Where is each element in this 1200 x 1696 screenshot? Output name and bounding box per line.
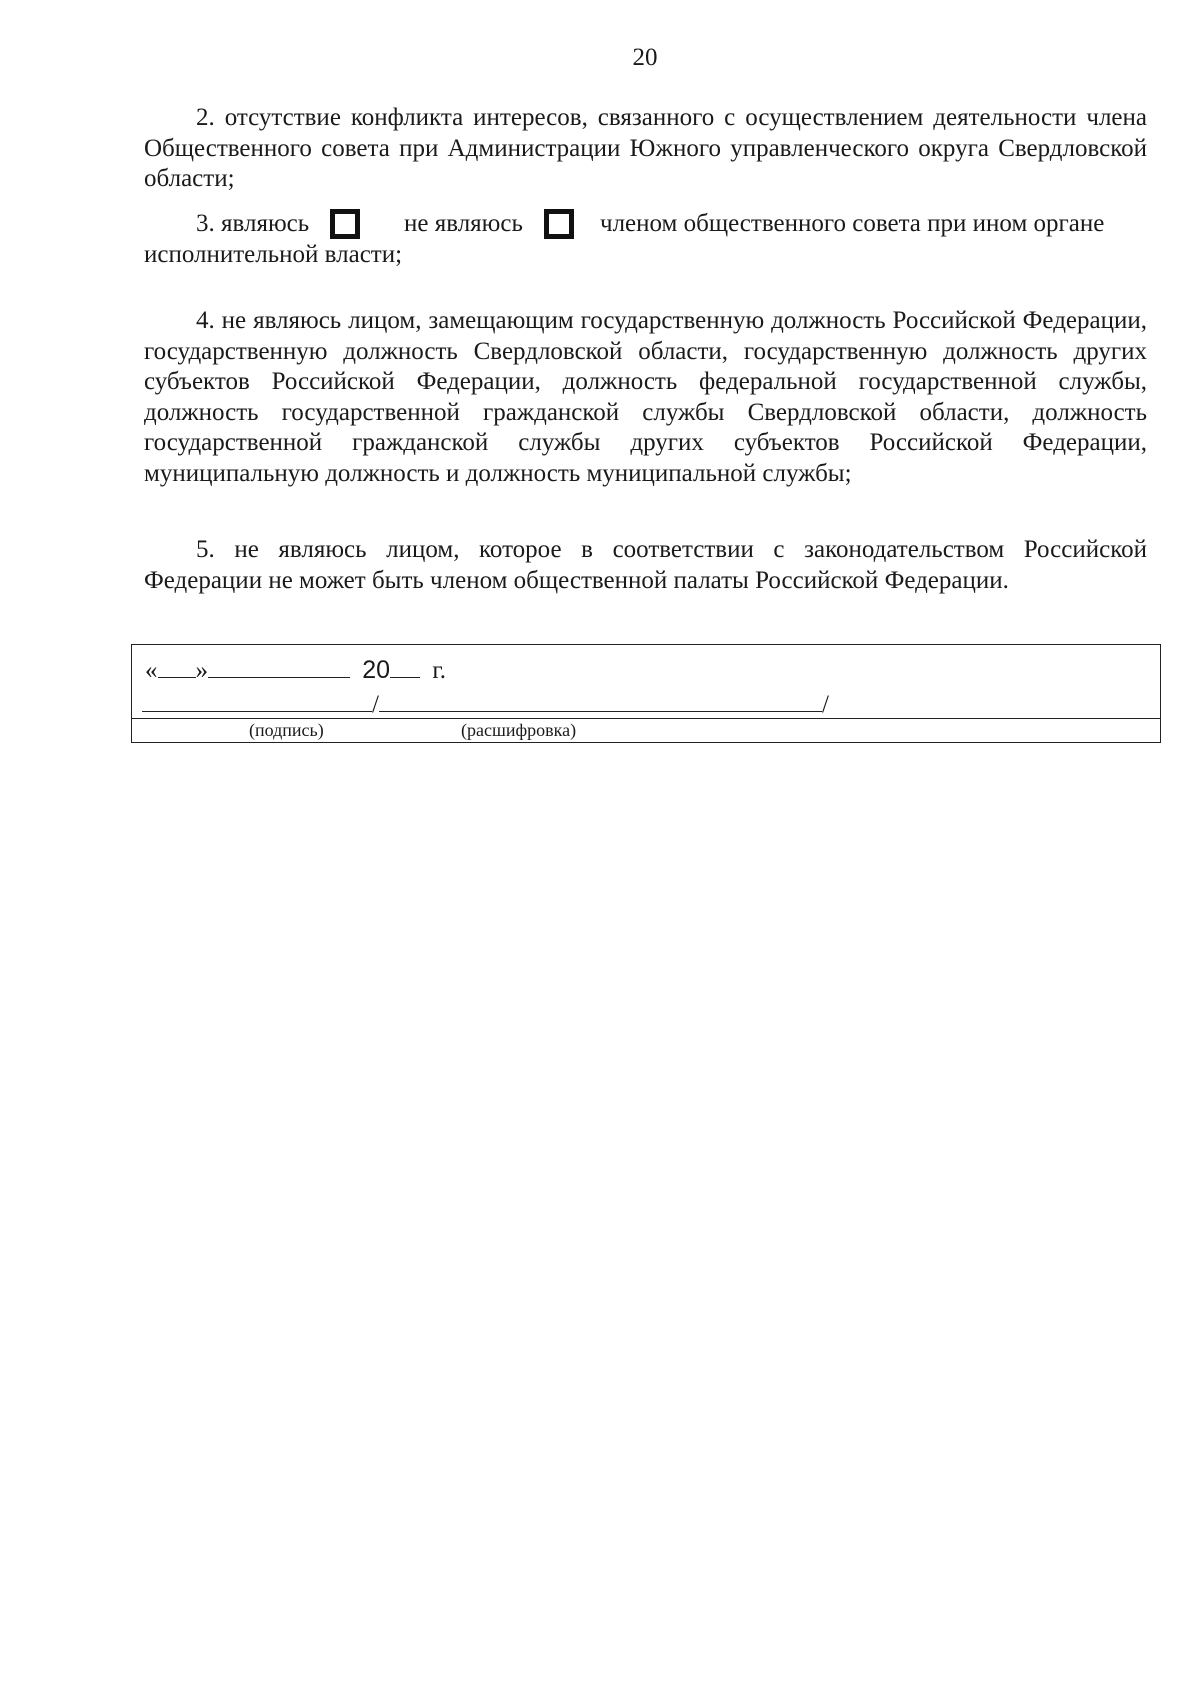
clause-3-tail: членом общественного совета при ином органе bbox=[600, 210, 1105, 237]
decoding-field[interactable] bbox=[379, 685, 822, 712]
option-am-checkbox[interactable] bbox=[330, 209, 360, 239]
year-suffix: г. bbox=[432, 657, 446, 684]
signature-field[interactable] bbox=[142, 685, 372, 712]
clause-5: 5. не являюсь лицом, которое в соответствии с законодательством Российской Федерации не может быть членом общественной палаты Российской Федерации. bbox=[144, 536, 1147, 594]
year-prefix: 20 bbox=[362, 656, 391, 684]
signature-slash-left: / bbox=[372, 691, 379, 718]
clause-2: 2. отсутствие конфликта интересов, связанного с осуществлением деятельности члена Общественного совета при Администрации Южного управленческого округа Свердловской области; bbox=[144, 104, 1147, 192]
option-am-not-checkbox[interactable] bbox=[544, 209, 574, 239]
clause-3-continuation: исполнительной власти; bbox=[144, 241, 403, 268]
clause-4: 4. не являюсь лицом, замещающим государственную должность Российской Федерации, государственную должность Свердловской области, государственную должность других субъектов Российской Федерации, должность федеральной государственной службы, должность государственной гражданской службы Свердловской области, должность государственной гражданской службы других субъектов Российской Федерации, муниципальную должность и должность муниципальной службы; bbox=[144, 307, 1147, 487]
day-field[interactable] bbox=[158, 655, 196, 678]
date-line bbox=[145, 655, 446, 685]
option-am-not-label: не являюсь bbox=[404, 210, 523, 237]
year-field[interactable] bbox=[390, 655, 420, 678]
date-close-quote: » bbox=[195, 657, 208, 684]
option-am-label: 3. являюсь bbox=[196, 210, 310, 237]
clause-3 bbox=[144, 209, 1147, 271]
month-field[interactable] bbox=[208, 655, 350, 678]
clause-3-choice-line bbox=[144, 209, 1147, 240]
signature-line bbox=[142, 685, 829, 719]
signature-box-divider bbox=[132, 718, 1160, 719]
date-open-quote: « bbox=[145, 657, 158, 684]
caption-decoding: (расшифровка) bbox=[461, 720, 577, 740]
page-number: 20 bbox=[632, 44, 658, 71]
signature-box bbox=[131, 644, 1161, 743]
signature-slash-right: / bbox=[821, 691, 829, 718]
caption-signature: (подпись) bbox=[249, 720, 324, 740]
